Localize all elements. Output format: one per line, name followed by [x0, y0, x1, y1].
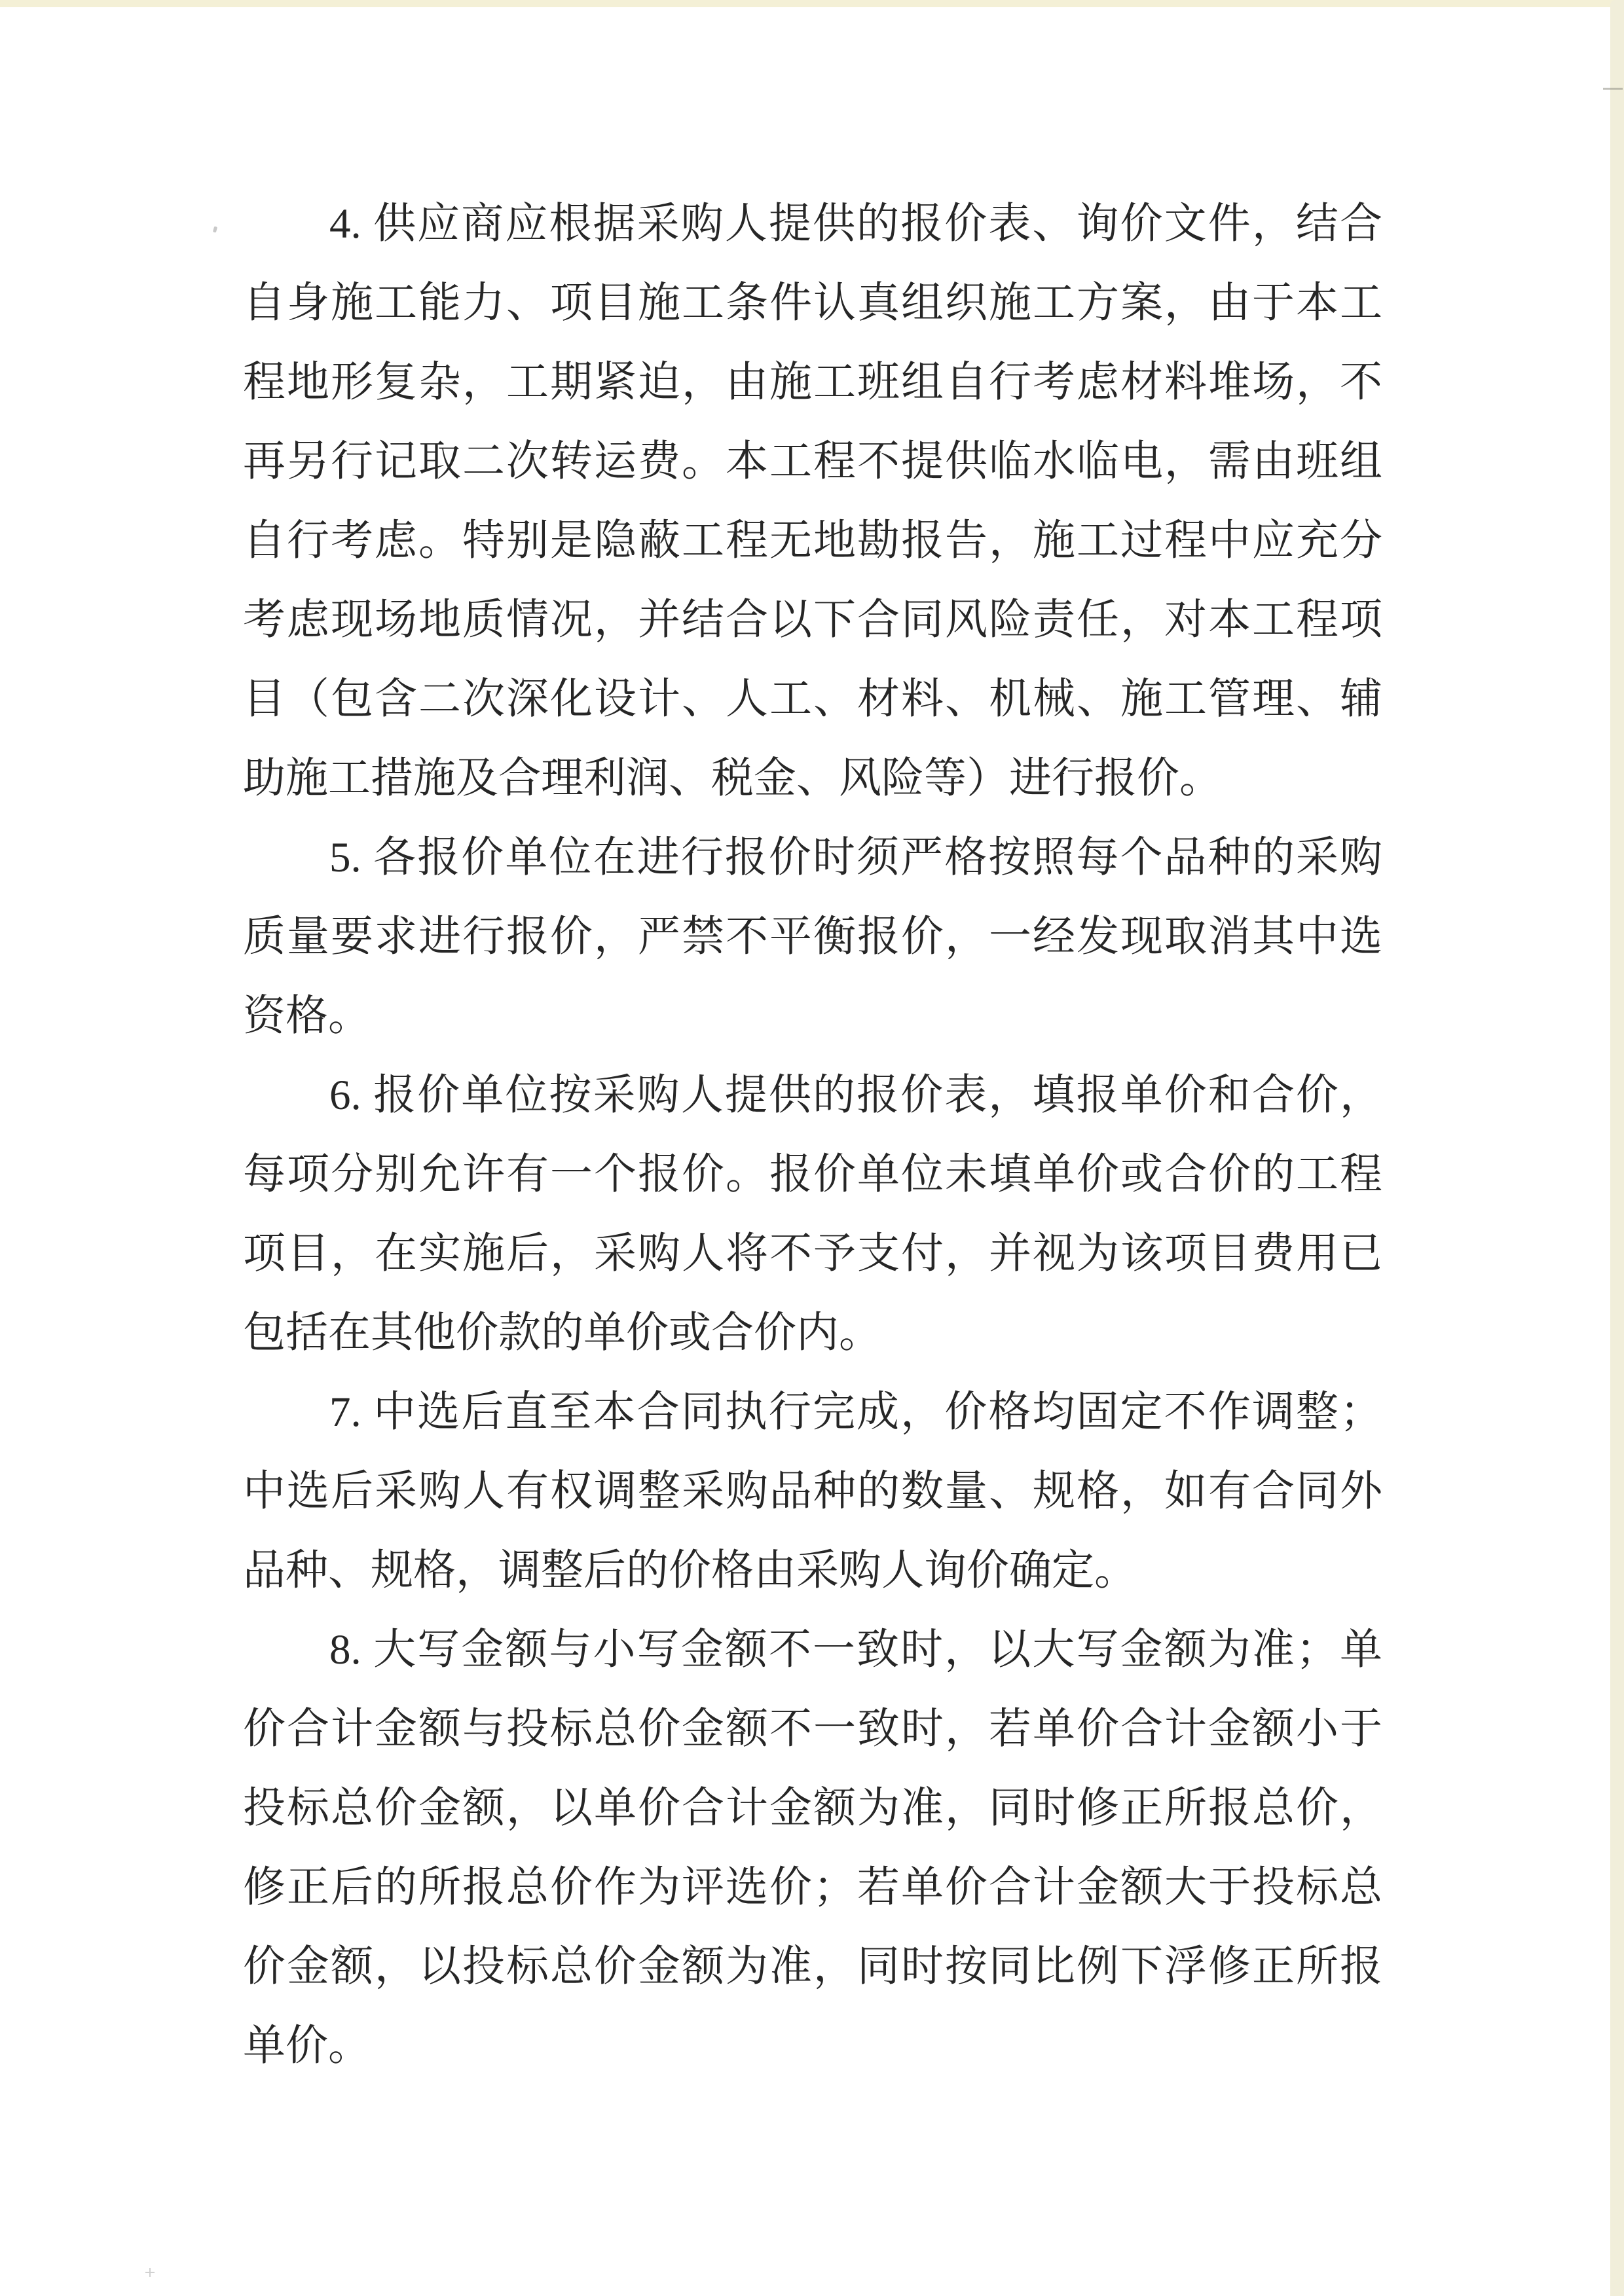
document-line: 6. 报价单位按采购人提供的报价表，填报单价和合价，: [329, 1072, 1382, 1119]
document-line: 品种、规格，调整后的价格由采购人询价确定。: [243, 1547, 1137, 1594]
document-line: 投标总价金额，以单价合计金额为准，同时修正所报总价，: [243, 1785, 1382, 1832]
document-line: 项目，在实施后，采购人将不予支付，并视为该项目费用已: [243, 1230, 1382, 1277]
document-line: 自行考虑。特别是隐蔽工程无地勘报告，施工过程中应充分: [243, 517, 1382, 564]
document-line: 价金额，以投标总价金额为准，同时按同比例下浮修正所报: [243, 1943, 1382, 1990]
document-line: 资格。: [243, 993, 371, 1040]
document-line: 每项分别允许有一个报价。报价单位未填单价或合价的工程: [243, 1151, 1382, 1198]
scan-artifact-speck: [213, 227, 217, 233]
document-line: 修正后的所报总价作为评选价；若单价合计金额大于投标总: [243, 1864, 1382, 1911]
document-line: 助施工措施及合理利润、税金、风险等）进行报价。: [243, 755, 1223, 802]
document-line: 质量要求进行报价，严禁不平衡报价，一经发现取消其中选: [243, 913, 1382, 960]
document-line: 5. 各报价单位在进行报价时须严格按照每个品种的采购: [329, 834, 1382, 881]
document-line: 目（包含二次深化设计、人工、材料、机械、施工管理、辅: [243, 676, 1382, 723]
document-line: 8. 大写金额与小写金额不一致时，以大写金额为准；单: [329, 1626, 1382, 1673]
document-line: 7. 中选后直至本合同执行完成，价格均固定不作调整；: [329, 1389, 1382, 1436]
scan-edge-right-tint: [1610, 0, 1624, 2296]
document-line: 考虑现场地质情况，并结合以下合同风险责任，对本工程项: [243, 596, 1382, 644]
document-line: 包括在其他价款的单价或合价内。: [243, 1309, 882, 1357]
document-line: 价合计金额与投标总价金额不一致时，若单价合计金额小于: [243, 1705, 1382, 1753]
document-line: 4. 供应商应根据采购人提供的报价表、询价文件，结合: [329, 200, 1382, 247]
document-line: 程地形复杂，工期紧迫，由施工班组自行考虑材料堆场，不: [243, 359, 1382, 406]
document-line: 自身施工能力、项目施工条件认真组织施工方案，由于本工: [243, 280, 1382, 327]
scan-artifact-plus: [145, 2268, 155, 2277]
scan-edge-top-tint: [0, 0, 1624, 7]
document-line: 再另行记取二次转运费。本工程不提供临水临电，需由班组: [243, 438, 1382, 485]
document-line: 中选后采购人有权调整采购品种的数量、规格，如有合同外: [243, 1468, 1382, 1515]
scan-artifact-tick: [1603, 88, 1623, 90]
document-line: 单价。: [243, 2022, 371, 2069]
document-text-block: [243, 185, 1382, 2086]
